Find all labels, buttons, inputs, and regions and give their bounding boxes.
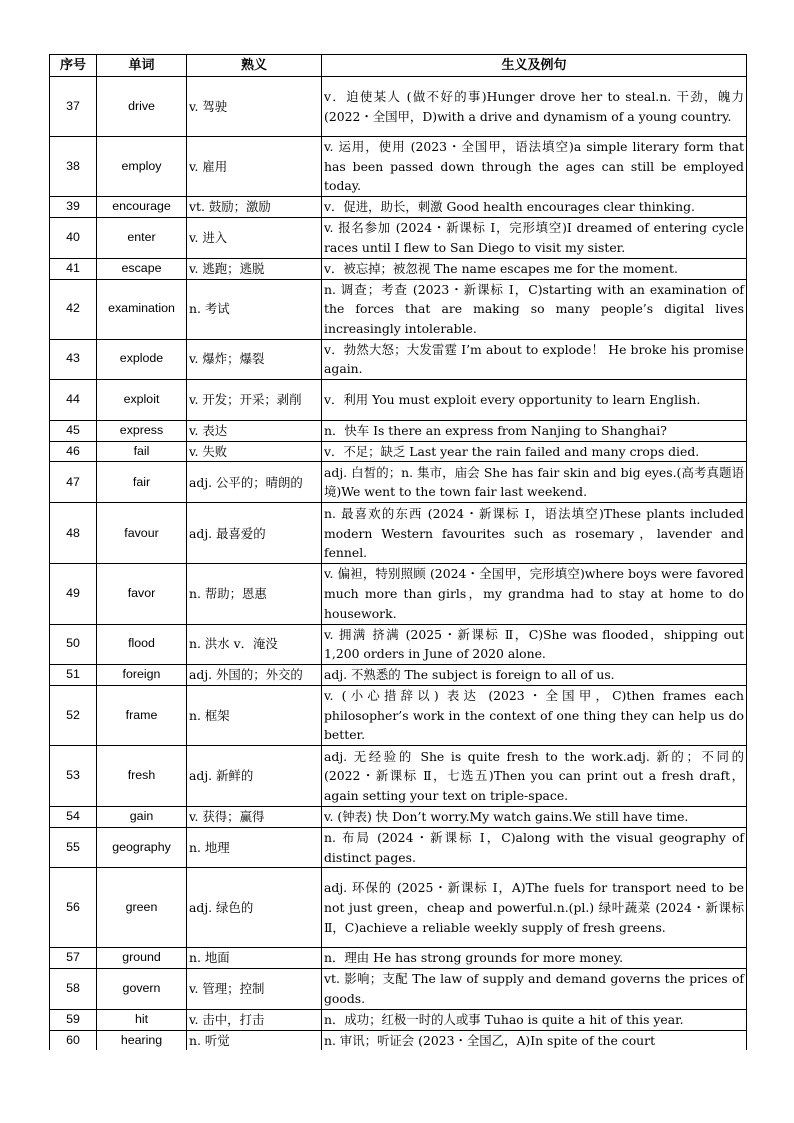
row-new-meaning: n. 审讯；听证会 (2023・全国乙，A)In spite of the court	[322, 1030, 747, 1050]
row-word: foreign	[97, 664, 187, 685]
row-familiar-meaning: adj. 绿色的	[187, 868, 322, 948]
table-row	[50, 948, 747, 969]
row-familiar-meaning: n. 地面	[187, 948, 322, 969]
header-row	[50, 55, 747, 77]
row-new-meaning: v．促进，助长，刺激 Good health encourages clear thinking.	[322, 197, 747, 218]
row-familiar-meaning: v. 逃跑；逃脱	[187, 258, 322, 279]
row-number: 51	[50, 664, 97, 685]
table-row	[50, 685, 747, 745]
row-number: 46	[50, 441, 97, 462]
row-word: flood	[97, 624, 187, 664]
table-row	[50, 77, 747, 137]
row-word: drive	[97, 77, 187, 137]
row-number: 55	[50, 828, 97, 868]
row-familiar-meaning: n. 考试	[187, 279, 322, 339]
table-row	[50, 624, 747, 664]
row-word: fail	[97, 441, 187, 462]
header-new-meaning-examples: 生义及例句	[322, 55, 747, 77]
table-row	[50, 462, 747, 503]
row-new-meaning: v. (小心措辞以) 表达 (2023・全国甲，C)then frames each philosopher’s work in the context of one thing they can help us do better.	[322, 685, 747, 745]
table-row	[50, 807, 747, 828]
row-familiar-meaning: v. 进入	[187, 218, 322, 258]
table-row	[50, 441, 747, 462]
row-familiar-meaning: v. 爆炸；爆裂	[187, 339, 322, 379]
row-new-meaning: vt. 影响；支配 The law of supply and demand governs the prices of goods.	[322, 969, 747, 1009]
row-new-meaning: adj. 环保的 (2025・新课标 Ⅰ，A)The fuels for transport need to be not just green，cheap and powerful.n.(pl.) 绿叶蔬菜 (2024・新课标 Ⅱ，C)achieve a reliable weekly supply of fresh greens.	[322, 868, 747, 948]
row-number: 44	[50, 380, 97, 421]
row-new-meaning: v. 偏袒，特别照顾 (2024・全国甲，完形填空)where boys were favored much more than girls，my grandma had to stay at home to do housework.	[322, 564, 747, 624]
row-familiar-meaning: adj. 新鲜的	[187, 746, 322, 807]
row-new-meaning: n. 最喜欢的东西 (2024・新课标 Ⅰ，语法填空)These plants included modern Western favourites such as rosemary，lavender and fennel.	[322, 503, 747, 564]
row-number: 58	[50, 969, 97, 1009]
row-word: examination	[97, 279, 187, 339]
row-number: 54	[50, 807, 97, 828]
table-row	[50, 828, 747, 868]
row-word: explode	[97, 339, 187, 379]
table-row	[50, 503, 747, 564]
table-row	[50, 1009, 747, 1030]
row-word: green	[97, 868, 187, 948]
table-row	[50, 380, 747, 421]
row-word: enter	[97, 218, 187, 258]
row-new-meaning: v. 运用，使用 (2023・全国甲，语法填空)a simple literary form that has been passed down through the ages can still be employed today.	[322, 137, 747, 197]
row-number: 56	[50, 868, 97, 948]
row-number: 53	[50, 746, 97, 807]
row-word: geography	[97, 828, 187, 868]
row-familiar-meaning: vt. 鼓励；激励	[187, 197, 322, 218]
row-new-meaning: adj. 不熟悉的 The subject is foreign to all of us.	[322, 664, 747, 685]
row-word: hit	[97, 1009, 187, 1030]
row-word: govern	[97, 969, 187, 1009]
row-number: 60	[50, 1030, 97, 1050]
header-word: 单词	[97, 55, 187, 77]
row-word: gain	[97, 807, 187, 828]
row-number: 47	[50, 462, 97, 503]
row-number: 42	[50, 279, 97, 339]
row-new-meaning: n. 布局 (2024・新课标 Ⅰ，C)along with the visual geography of distinct pages.	[322, 828, 747, 868]
row-familiar-meaning: n. 帮助；恩惠	[187, 564, 322, 624]
row-new-meaning: adj. 白皙的；n. 集市，庙会 She has fair skin and big eyes.(高考真题语境)We went to the town fair last weekend.	[322, 462, 747, 503]
row-familiar-meaning: v. 击中，打击	[187, 1009, 322, 1030]
row-new-meaning: v. 报名参加 (2024・新课标 Ⅰ，完形填空)I dreamed of entering cycle races until I flew to San Diego to visit my sister.	[322, 218, 747, 258]
table-row	[50, 339, 747, 379]
row-familiar-meaning: n. 洪水 v．淹没	[187, 624, 322, 664]
row-word: express	[97, 421, 187, 442]
row-familiar-meaning: v. 开发；开采；剥削	[187, 380, 322, 421]
row-number: 57	[50, 948, 97, 969]
table-row	[50, 664, 747, 685]
row-number: 39	[50, 197, 97, 218]
table-row	[50, 197, 747, 218]
row-new-meaning: v．迫使某人 (做不好的事)Hunger drove her to steal.n. 干劲，魄力 (2022・全国甲，D)with a drive and dynamism of a young country.	[322, 77, 747, 137]
row-new-meaning: n．成功；红极一时的人或事 Tuhao is quite a hit of this year.	[322, 1009, 747, 1030]
row-familiar-meaning: v. 雇用	[187, 137, 322, 197]
row-familiar-meaning: v. 驾驶	[187, 77, 322, 137]
row-familiar-meaning: v. 管理；控制	[187, 969, 322, 1009]
row-familiar-meaning: n. 框架	[187, 685, 322, 745]
table-row	[50, 868, 747, 948]
vocabulary-table	[49, 54, 747, 1050]
row-number: 40	[50, 218, 97, 258]
table-row	[50, 279, 747, 339]
row-familiar-meaning: n. 地理	[187, 828, 322, 868]
row-number: 45	[50, 421, 97, 442]
row-number: 41	[50, 258, 97, 279]
row-familiar-meaning: v. 获得；赢得	[187, 807, 322, 828]
row-word: fair	[97, 462, 187, 503]
row-number: 59	[50, 1009, 97, 1030]
row-familiar-meaning: n. 听觉	[187, 1030, 322, 1050]
row-number: 38	[50, 137, 97, 197]
row-number: 50	[50, 624, 97, 664]
row-new-meaning: n．理由 He has strong grounds for more money.	[322, 948, 747, 969]
table-row	[50, 1030, 747, 1050]
row-familiar-meaning: adj. 最喜爱的	[187, 503, 322, 564]
row-new-meaning: v．勃然大怒；大发雷霆 I’m about to explode！ He broke his promise again.	[322, 339, 747, 379]
row-number: 48	[50, 503, 97, 564]
row-new-meaning: v. (钟表) 快 Don’t worry.My watch gains.We still have time.	[322, 807, 747, 828]
row-new-meaning: v. 拥满 挤满 (2025・新课标 Ⅱ，C)She was flooded，shipping out 1,200 orders in June of 2020 alone.	[322, 624, 747, 664]
row-new-meaning: v．利用 You must exploit every opportunity to learn English.	[322, 380, 747, 421]
row-word: hearing	[97, 1030, 187, 1050]
table-row	[50, 746, 747, 807]
table-row	[50, 258, 747, 279]
row-number: 43	[50, 339, 97, 379]
row-new-meaning: adj. 无经验的 She is quite fresh to the work.adj. 新的；不同的(2022・新课标 Ⅱ，七选五)Then you can print out a fresh draft， again setting your text on triple-space.	[322, 746, 747, 807]
header-number: 序号	[50, 55, 97, 77]
table-row	[50, 969, 747, 1009]
row-number: 37	[50, 77, 97, 137]
row-number: 49	[50, 564, 97, 624]
row-word: exploit	[97, 380, 187, 421]
row-familiar-meaning: adj. 外国的；外交的	[187, 664, 322, 685]
row-word: fresh	[97, 746, 187, 807]
table-row	[50, 218, 747, 258]
table-row	[50, 137, 747, 197]
row-new-meaning: v．不足；缺乏 Last year the rain failed and many crops died.	[322, 441, 747, 462]
row-word: favour	[97, 503, 187, 564]
row-familiar-meaning: v. 失败	[187, 441, 322, 462]
row-word: favor	[97, 564, 187, 624]
row-word: escape	[97, 258, 187, 279]
row-number: 52	[50, 685, 97, 745]
row-word: frame	[97, 685, 187, 745]
row-new-meaning: v．被忘掉；被忽视 The name escapes me for the moment.	[322, 258, 747, 279]
row-familiar-meaning: v. 表达	[187, 421, 322, 442]
row-new-meaning: n．快车 Is there an express from Nanjing to Shanghai?	[322, 421, 747, 442]
table-row	[50, 421, 747, 442]
row-word: employ	[97, 137, 187, 197]
header-familiar-meaning: 熟义	[187, 55, 322, 77]
table-row	[50, 564, 747, 624]
row-familiar-meaning: adj. 公平的；晴朗的	[187, 462, 322, 503]
row-word: ground	[97, 948, 187, 969]
row-word: encourage	[97, 197, 187, 218]
row-new-meaning: n. 调查；考查 (2023・新课标 Ⅰ，C)starting with an examination of the forces that are making so many people’s digital lives increasingly intolerable.	[322, 279, 747, 339]
